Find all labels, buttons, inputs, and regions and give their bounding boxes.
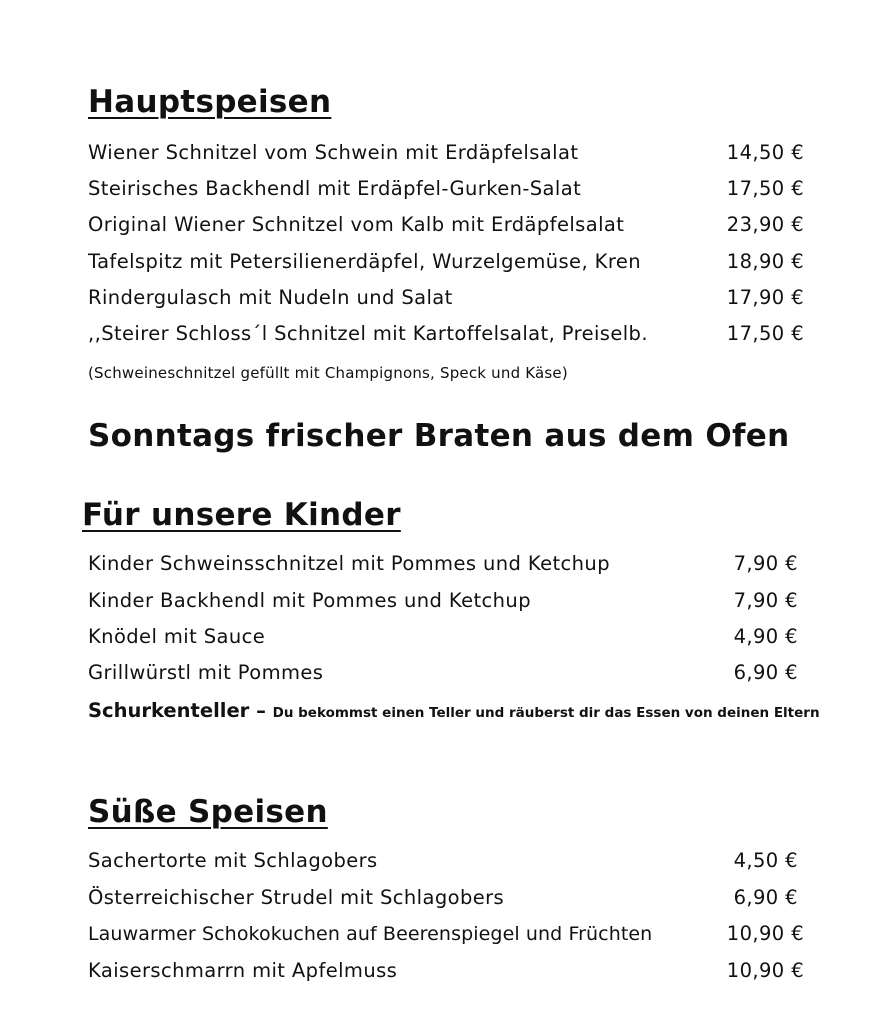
special-plate-description: Du bekommst einen Teller und räuberst dir das Essen von deinen Eltern — [272, 705, 820, 721]
menu-item — [88, 248, 804, 276]
section-title-kinder: Für unsere Kinder — [82, 497, 401, 533]
menu-item — [88, 623, 798, 651]
menu-item — [88, 659, 798, 687]
menu-item-name: Lauwarmer Schokokuchen auf Beerenspiegel und Früchten — [88, 923, 653, 945]
menu-item-price: 7,90 € — [733, 552, 798, 575]
menu-item — [88, 847, 798, 875]
menu-item-name: Sachertorte mit Schlagobers — [88, 849, 378, 872]
menu-item-price: 17,50 € — [726, 177, 804, 200]
menu-item-price: 4,50 € — [733, 849, 798, 872]
menu-item — [88, 920, 804, 948]
sunday-roast-banner: Sonntags frischer Braten aus dem Ofen — [88, 418, 790, 454]
menu-item-name: Original Wiener Schnitzel vom Kalb mit Erdäpfelsalat — [88, 213, 625, 236]
menu-item-name: Kaiserschmarrn mit Apfelmuss — [88, 959, 398, 982]
menu-item-name: Österreichischer Strudel mit Schlagobers — [88, 886, 505, 909]
menu-item-price: 18,90 € — [726, 250, 804, 273]
menu-item-name: Grillwürstl mit Pommes — [88, 661, 324, 684]
menu-item — [88, 957, 804, 985]
menu-item-name: Kinder Schweinsschnitzel mit Pommes und Ketchup — [88, 552, 610, 575]
menu-item-price: 6,90 € — [733, 886, 798, 909]
menu-item-name: Tafelspitz mit Petersilienerdäpfel, Wurzelgemüse, Kren — [88, 250, 641, 273]
menu-item-price: 17,90 € — [726, 286, 804, 309]
menu-item — [88, 284, 804, 312]
menu-item-note: (Schweineschnitzel gefüllt mit Champignons, Speck und Käse) — [88, 364, 568, 382]
section-title-hauptspeisen: Hauptspeisen — [88, 84, 332, 120]
menu-item-name: Knödel mit Sauce — [88, 625, 266, 648]
menu-item-price: 7,90 € — [733, 589, 798, 612]
menu-item-price: 6,90 € — [733, 661, 798, 684]
menu-item-name: Rindergulasch mit Nudeln und Salat — [88, 286, 453, 309]
menu-item — [88, 884, 798, 912]
menu-item — [88, 139, 804, 167]
menu-item — [88, 175, 804, 203]
menu-item-name: Wiener Schnitzel vom Schwein mit Erdäpfelsalat — [88, 141, 579, 164]
menu-item — [88, 550, 798, 578]
section-title-suesse-speisen: Süße Speisen — [88, 794, 328, 830]
special-plate-line — [88, 697, 820, 727]
menu-item-price: 14,50 € — [726, 141, 804, 164]
menu-item-price: 10,90 € — [726, 959, 804, 982]
menu-item-name: Kinder Backhendl mit Pommes und Ketchup — [88, 589, 531, 612]
menu-item — [88, 320, 804, 348]
menu-item-price: 17,50 € — [726, 322, 804, 345]
menu-item — [88, 211, 804, 239]
menu-item-price: 4,90 € — [733, 625, 798, 648]
menu-item-price: 23,90 € — [726, 213, 804, 236]
menu-item-name: Steirisches Backhendl mit Erdäpfel-Gurken-Salat — [88, 177, 582, 200]
menu-item-price: 10,90 € — [726, 922, 804, 945]
special-plate-title: Schurkenteller – — [88, 699, 273, 722]
menu-item-name: ,,Steirer Schloss´l Schnitzel mit Kartoffelsalat, Preiselb. — [88, 322, 648, 345]
menu-item — [88, 587, 798, 615]
